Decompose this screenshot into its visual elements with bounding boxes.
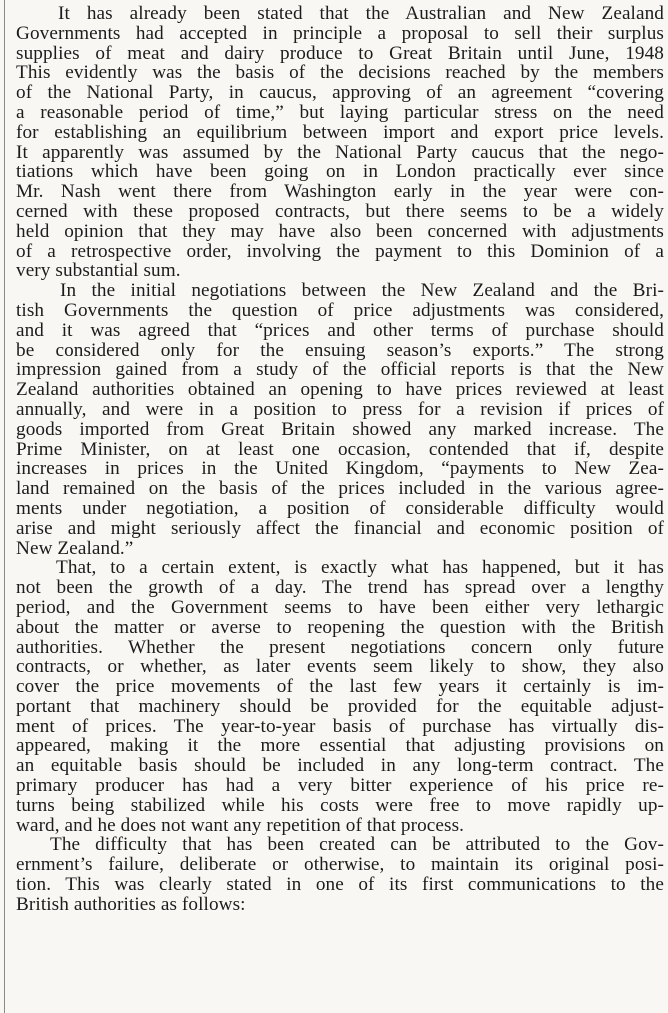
text-line: British authorities as follows: <box>16 893 246 915</box>
text-line: increases in prices in the United Kingdom, “payments to New Zea- <box>16 458 664 480</box>
text-line: cerned with these proposed contracts, but there seems to be a widely <box>16 200 664 222</box>
text-line: authorities. Whether the present negotiations concern only future <box>16 636 664 658</box>
text-line: portant that machinery should be provided for the equitable adjust- <box>16 695 664 717</box>
text-line: It has already been stated that the Australian and New Zealand <box>58 3 664 24</box>
text-line: arise and might seriously affect the financial and economic position of <box>16 517 664 539</box>
text-line: land remained on the basis of the prices included in the various agree- <box>16 478 664 500</box>
text-line: of a retrospective order, involving the payment to this Dominion of a <box>16 240 664 262</box>
text-line: appeared, making it the more essential that adjusting provisions on <box>16 735 664 757</box>
text-line: primary producer has had a very bitter experience of his price re- <box>16 775 664 797</box>
text-line: tiations which have been going on in London practically ever since <box>16 161 664 183</box>
text-line: not been the growth of a day. The trend has spread over a lengthy <box>16 577 664 599</box>
text-line: Prime Minister, on at least one occasion, contended that if, despite <box>16 438 664 460</box>
text-line: annually, and were in a position to press for a revision if prices of <box>16 398 664 420</box>
text-line: impression gained from a study of the official reports is that the New <box>16 359 664 381</box>
text-line: supplies of meat and dairy produce to Great Britain until June, 1948 <box>16 42 664 64</box>
text-line: very substantial sum. <box>16 260 181 282</box>
text-line: cover the price movements of the last few years it certainly is im- <box>16 676 664 698</box>
text-line: contracts, or whether, as later events seem likely to show, they also <box>16 656 664 678</box>
text-line: period, and the Government seems to have been either very lethargic <box>16 596 664 618</box>
text-line: tish Governments the question of price adjustments was considered, <box>16 299 664 321</box>
text-line: tion. This was clearly stated in one of its first communications to the <box>16 874 664 896</box>
text-line: turns being stabilized while his costs were free to move rapidly up- <box>16 794 664 816</box>
text-line: ernment’s failure, deliberate or otherwise, to maintain its original posi- <box>16 854 664 876</box>
text-line: an equitable basis should be included in any long-term contract. The <box>16 755 664 777</box>
text-line: about the matter or averse to reopening the question with the British <box>16 616 664 638</box>
text-line: It apparently was assumed by the National Party caucus that the nego- <box>16 141 664 163</box>
text-line: In the initial negotiations between the New Zealand and the Bri- <box>60 280 664 302</box>
text-line: Governments had accepted in principle a proposal to sell their surplus <box>16 22 664 44</box>
text-line: and it was agreed that “prices and other terms of purchase should <box>16 319 664 341</box>
text-line: held opinion that they may have also been concerned with adjustments <box>16 220 664 242</box>
text-line: of the National Party, in caucus, approving of an agreement “covering <box>16 82 664 104</box>
page-left-edge-rule <box>4 0 5 1013</box>
text-line: That, to a certain extent, is exactly what has happened, but it has <box>56 557 664 579</box>
text-line: ward, and he does not want any repetition of that process. <box>16 814 465 836</box>
text-line: ment of prices. The year-to-year basis of purchase has virtually dis- <box>16 715 664 737</box>
text-line: a reasonable period of time,” but laying particular stress on the need <box>16 101 664 123</box>
paragraph-4 <box>16 835 664 914</box>
text-line: for establishing an equilibrium between import and export price levels. <box>16 121 664 143</box>
article-text <box>16 4 664 915</box>
text-line: This evidently was the basis of the decisions reached by the members <box>16 62 664 84</box>
text-line: be considered only for the ensuing season’s exports.” The strong <box>16 339 664 361</box>
text-line: Zealand authorities obtained an opening to have prices reviewed at least <box>16 379 664 401</box>
text-line: Mr. Nash went there from Washington early in the year were con- <box>16 181 664 203</box>
paragraph-1 <box>16 4 664 281</box>
text-line: The difficulty that has been created can be attributed to the Gov- <box>50 834 664 856</box>
paragraph-3 <box>16 558 664 835</box>
text-line: New Zealand.” <box>16 537 134 559</box>
text-line: goods imported from Great Britain showed any marked increase. The <box>16 418 664 440</box>
text-line: ments under negotiation, a position of considerable difficulty would <box>16 497 664 519</box>
paragraph-2 <box>16 281 664 558</box>
